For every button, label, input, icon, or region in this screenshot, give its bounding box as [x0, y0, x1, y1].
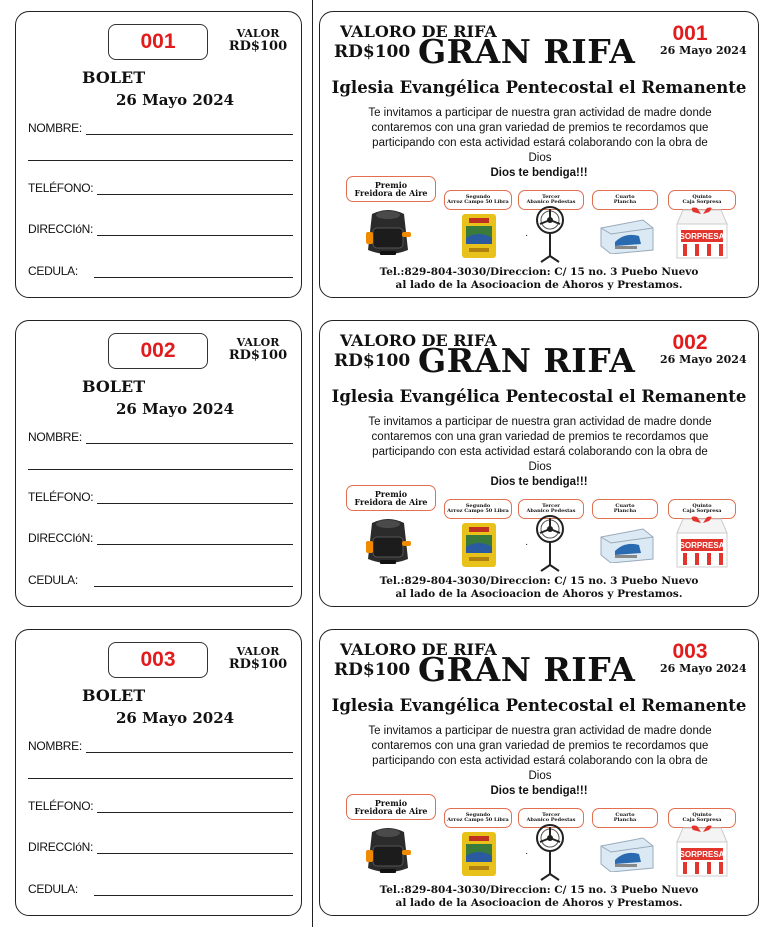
footer-location: al lado de la Asocioacion de Ahoros y Prestamos. [395, 897, 683, 909]
raffle-row [0, 320, 768, 610]
surprise-box-image [673, 824, 731, 878]
stub-title: BOLET [82, 686, 146, 705]
stub-valor-label: VALOR [236, 645, 280, 658]
rice-bag-image [461, 212, 497, 260]
id-line[interactable] [94, 881, 293, 896]
prize-3-name: Abanico Pedestas [526, 817, 576, 823]
surprise-box-image [673, 515, 731, 569]
prize-1-name: Freidora de Aire [354, 806, 428, 816]
ticket-number: 001 [672, 22, 708, 45]
stub-date: 26 Mayo 2024 [116, 709, 235, 727]
invitation-text: Te invitamos a participar de nuestra gran actividad de madre donde contaremos con una gran variedad de premios te recordamos que participando con esta actividad estará colaborando con la obra de Dios [368, 725, 712, 782]
prize-2-rank: Segundo [465, 811, 491, 818]
prize-4-name: Plancha [613, 199, 637, 205]
name-line-2[interactable] [28, 778, 293, 779]
prize-4-rank: Cuarto [615, 502, 635, 509]
raffle-ticket [319, 11, 759, 298]
stub-price: RD$100 [228, 657, 288, 673]
stub-price: RD$100 [228, 39, 288, 55]
prize-2-label [444, 190, 512, 210]
name-field[interactable] [28, 424, 293, 444]
prize-3-name: Abanico Pedestas [526, 199, 576, 205]
blessing-text: Dios te bendiga!!! [490, 167, 588, 179]
stub-valor-label: VALOR [236, 336, 280, 349]
rice-bag-image [461, 830, 497, 878]
address-label: DIRECCIóN: [28, 222, 94, 236]
ticket-stub [15, 629, 302, 916]
air-fryer-image [364, 206, 412, 260]
footer-location: al lado de la Asocioacion de Ahoros y Prestamos. [395, 279, 683, 291]
ticket-valor-text: VALORO DE RIFA [340, 22, 497, 41]
prize-1-name: Freidora de Aire [354, 188, 428, 198]
name-label: NOMBRE: [28, 430, 82, 444]
surprise-text: ¡SORPRESA! [676, 541, 728, 550]
prize-2-name: Arroz Campo 50 Libra [447, 199, 509, 205]
id-line[interactable] [94, 263, 293, 278]
prize-1-label [346, 794, 436, 820]
stub-title: BOLET [82, 68, 146, 87]
phone-line[interactable] [97, 489, 293, 504]
pedestal-fan-image [535, 515, 565, 573]
prize-1-label [346, 176, 436, 202]
address-label: DIRECCIóN: [28, 531, 94, 545]
address-line[interactable] [97, 839, 293, 854]
name-label: NOMBRE: [28, 121, 82, 135]
dot-mark: · [525, 848, 529, 859]
prize-3-rank: Tercer [542, 811, 560, 818]
air-fryer-image [364, 515, 412, 569]
ticket-date: 26 Mayo 2024 [660, 44, 747, 57]
iron-box-image [599, 836, 655, 872]
stub-title: BOLET [82, 377, 146, 396]
footer-address: Tel.:829-804-3030/Direccion: C/ 15 no. 3 Puebo Nuevo [379, 884, 699, 896]
prize-4-rank: Cuarto [615, 811, 635, 818]
id-field[interactable] [28, 258, 293, 278]
iron-box-image [599, 218, 655, 254]
footer-address: Tel.:829-804-3030/Direccion: C/ 15 no. 3 Puebo Nuevo [379, 575, 699, 587]
church-name: Iglesia Evangélica Pentecostal el Remanente [331, 696, 747, 715]
id-line[interactable] [94, 572, 293, 587]
id-label: CEDULA: [28, 264, 78, 278]
rice-bag-image [461, 521, 497, 569]
prize-4-rank: Cuarto [615, 193, 635, 200]
prize-4-label [592, 499, 658, 519]
prize-5-name: Caja Sorpresa [682, 817, 722, 823]
invitation-text: Te invitamos a participar de nuestra gran actividad de madre donde contaremos con una gran variedad de premios te recordamos que participando con esta actividad estará colaborando con la obra de Dios [368, 416, 712, 473]
church-name: Iglesia Evangélica Pentecostal el Remanente [331, 78, 747, 97]
id-label: CEDULA: [28, 573, 78, 587]
ticket-stub [15, 11, 302, 298]
surprise-box-image [673, 206, 731, 260]
ticket-title: GRAN RIFA [418, 32, 636, 71]
prize-4-label [592, 190, 658, 210]
ticket-date: 26 Mayo 2024 [660, 662, 747, 675]
iron-box-image [599, 527, 655, 563]
address-field[interactable] [28, 834, 293, 854]
stub-valor-label: VALOR [236, 27, 280, 40]
prize-3-rank: Tercer [542, 193, 560, 200]
pedestal-fan-image [535, 824, 565, 882]
phone-line[interactable] [97, 180, 293, 195]
phone-label: TELÉFONO: [28, 181, 94, 195]
name-field[interactable] [28, 733, 293, 753]
phone-label: TELÉFONO: [28, 490, 94, 504]
prize-2-rank: Segundo [465, 502, 491, 509]
raffle-row [0, 11, 768, 301]
surprise-text: ¡SORPRESA! [676, 850, 728, 859]
air-fryer-image [364, 824, 412, 878]
ticket-price: RD$100 [334, 660, 411, 680]
prize-5-rank: Quinto [692, 193, 712, 200]
stub-valor [228, 646, 288, 672]
prize-4-name: Plancha [613, 817, 637, 823]
address-field[interactable] [28, 525, 293, 545]
name-line[interactable] [86, 120, 293, 135]
prize-5-rank: Quinto [692, 502, 712, 509]
contact-footer [320, 266, 758, 292]
prize-5-name: Caja Sorpresa [682, 199, 722, 205]
prize-5-rank: Quinto [692, 811, 712, 818]
ticket-title: GRAN RIFA [418, 341, 636, 380]
contact-footer [320, 575, 758, 601]
id-label: CEDULA: [28, 882, 78, 896]
raffle-ticket [319, 629, 759, 916]
dot-mark: · [525, 230, 529, 241]
name-line-2[interactable] [28, 469, 293, 470]
stub-number: 002 [108, 333, 208, 369]
name-label: NOMBRE: [28, 739, 82, 753]
contact-footer [320, 884, 758, 910]
prize-3-rank: Tercer [542, 502, 560, 509]
address-field[interactable] [28, 216, 293, 236]
raffle-ticket [319, 320, 759, 607]
id-field[interactable] [28, 876, 293, 896]
name-line[interactable] [86, 429, 293, 444]
prize-1-rank: Premio [374, 179, 408, 190]
prize-4-label [592, 808, 658, 828]
ticket-valor-text: VALORO DE RIFA [340, 331, 497, 350]
prize-5-name: Caja Sorpresa [682, 508, 722, 514]
address-label: DIRECCIóN: [28, 840, 94, 854]
stub-number: 003 [108, 642, 208, 678]
name-line-2[interactable] [28, 160, 293, 161]
address-line[interactable] [97, 221, 293, 236]
prize-2-name: Arroz Campo 50 Libra [447, 817, 509, 823]
phone-line[interactable] [97, 798, 293, 813]
stub-date: 26 Mayo 2024 [116, 400, 235, 418]
prize-3-name: Abanico Pedestas [526, 508, 576, 514]
ticket-title: GRAN RIFA [418, 650, 636, 689]
prize-4-name: Plancha [613, 508, 637, 514]
raffle-row [0, 629, 768, 919]
prize-1-label [346, 485, 436, 511]
prize-2-name: Arroz Campo 50 Libra [447, 508, 509, 514]
prize-1-rank: Premio [374, 797, 408, 808]
phone-label: TELÉFONO: [28, 799, 94, 813]
ticket-price: RD$100 [334, 351, 411, 371]
name-line[interactable] [86, 738, 293, 753]
dot-mark: · [525, 539, 529, 550]
stub-valor [228, 337, 288, 363]
footer-address: Tel.:829-804-3030/Direccion: C/ 15 no. 3 Puebo Nuevo [379, 266, 699, 278]
ticket-stub [15, 320, 302, 607]
phone-field[interactable] [28, 793, 293, 813]
ticket-price: RD$100 [334, 42, 411, 62]
prize-2-label [444, 499, 512, 519]
prize-1-name: Freidora de Aire [354, 497, 428, 507]
phone-field[interactable] [28, 175, 293, 195]
prize-1-rank: Premio [374, 488, 408, 499]
stub-number: 001 [108, 24, 208, 60]
stub-valor [228, 28, 288, 54]
name-field[interactable] [28, 115, 293, 135]
ticket-number: 002 [672, 331, 708, 354]
church-name: Iglesia Evangélica Pentecostal el Remanente [331, 387, 747, 406]
ticket-number: 003 [672, 640, 708, 663]
blessing-text: Dios te bendiga!!! [490, 785, 588, 797]
pedestal-fan-image [535, 206, 565, 264]
ticket-date: 26 Mayo 2024 [660, 353, 747, 366]
surprise-text: ¡SORPRESA! [676, 232, 728, 241]
address-line[interactable] [97, 530, 293, 545]
prize-2-label [444, 808, 512, 828]
blessing-text: Dios te bendiga!!! [490, 476, 588, 488]
stub-date: 26 Mayo 2024 [116, 91, 235, 109]
stub-price: RD$100 [228, 348, 288, 364]
prize-2-rank: Segundo [465, 193, 491, 200]
id-field[interactable] [28, 567, 293, 587]
invitation-text: Te invitamos a participar de nuestra gran actividad de madre donde contaremos con una gran variedad de premios te recordamos que participando con esta actividad estará colaborando con la obra de Dios [368, 107, 712, 164]
footer-location: al lado de la Asocioacion de Ahoros y Prestamos. [395, 588, 683, 600]
phone-field[interactable] [28, 484, 293, 504]
ticket-valor-text: VALORO DE RIFA [340, 640, 497, 659]
